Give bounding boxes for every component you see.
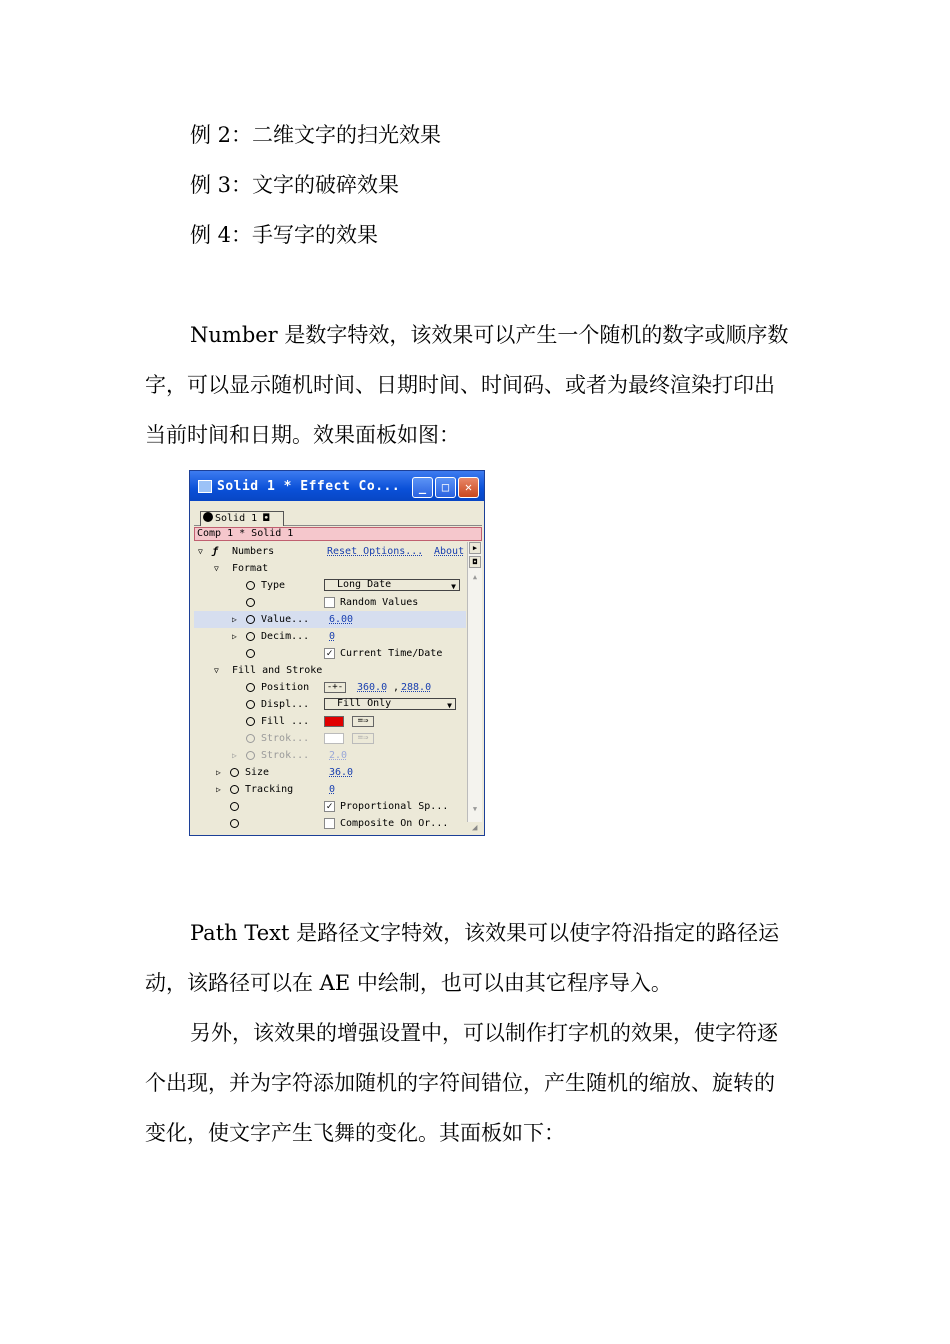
stopwatch-icon[interactable] — [230, 802, 239, 811]
stopwatch-icon[interactable] — [246, 632, 255, 641]
twirl-down-icon[interactable]: ▽ — [198, 547, 203, 556]
property-row-random-values — [194, 594, 466, 611]
twirl-down-icon[interactable]: ▽ — [214, 564, 219, 573]
stopwatch-icon[interactable] — [246, 615, 255, 624]
property-row-proportional — [194, 798, 466, 815]
decimal-label: Decim... — [261, 631, 310, 642]
proportional-checkbox[interactable]: ✓ — [324, 801, 335, 812]
panel-title: Solid 1 * Effect Co... — [217, 479, 401, 494]
comp-path: Comp 1 * Solid 1 — [194, 527, 482, 541]
tracking-field[interactable]: 0 — [329, 784, 336, 795]
random-values-label: Random Values — [340, 597, 419, 608]
reset-options-link[interactable]: Reset Options... — [327, 546, 424, 557]
property-row-fill-color — [194, 713, 466, 730]
maximize-icon: □ — [441, 480, 450, 494]
panel-title-bar[interactable] — [190, 471, 484, 501]
fill-color-label: Fill ... — [261, 716, 310, 727]
stroke-width-label: Strok... — [261, 750, 310, 761]
stroke-color-swatch[interactable] — [324, 733, 344, 744]
property-row-stroke-color — [194, 730, 466, 747]
property-row-size — [194, 764, 466, 781]
maximize-button[interactable] — [435, 477, 456, 498]
type-label: Type — [261, 580, 286, 591]
composite-checkbox[interactable] — [324, 818, 335, 829]
twirl-right-icon[interactable]: ▷ — [232, 632, 237, 641]
property-row-stroke-width — [194, 747, 466, 764]
tab-row — [194, 511, 482, 526]
path-text-line5: 变化，使文字产生飞舞的变化。其面板如下： — [145, 1121, 565, 1145]
path-text-line3: 另外，该效果的增强设置中，可以制作打字机的效果，使字符逐 — [190, 1021, 778, 1045]
path-text-line4: 个出现，并为字符添加随机的字符间错位，产生随机的缩放、旋转的 — [145, 1071, 775, 1095]
example-3: 例 3：文字的破碎效果 — [190, 173, 400, 197]
minimize-button[interactable] — [412, 477, 433, 498]
value-label: Value... — [261, 614, 310, 625]
number-intro-line1: Number 是数字特效，该效果可以产生一个随机的数字或顺序数 — [190, 323, 789, 347]
path-text-line2: 动，该路径可以在 AE 中绘制，也可以由其它程序导入。 — [145, 971, 672, 995]
property-row-type — [194, 577, 466, 594]
type-value: Long Date — [337, 579, 392, 590]
value-field[interactable]: 6.00 — [329, 614, 354, 625]
position-x-field[interactable]: 360.0 — [357, 682, 388, 693]
property-row-decimal — [194, 628, 466, 645]
format-label: Format — [232, 563, 269, 574]
current-time-label: Current Time/Date — [340, 648, 443, 659]
stopwatch-icon[interactable] — [246, 734, 255, 743]
vertical-scrollbar[interactable] — [467, 542, 482, 822]
property-row-composite — [194, 815, 466, 832]
number-intro-line2: 字，可以显示随机时间、日期时间、时间码、或者为最终渲染打印出 — [145, 373, 775, 397]
twirl-down-icon[interactable]: ▽ — [214, 666, 219, 675]
stopwatch-icon[interactable] — [230, 768, 239, 777]
options-icon[interactable]: ◘ — [469, 556, 481, 568]
position-y-field[interactable]: 288.0 — [401, 682, 432, 693]
fill-stroke-label: Fill and Stroke — [232, 665, 323, 676]
property-row-current-time — [194, 645, 466, 662]
scroll-up-icon[interactable]: ▲ — [472, 573, 478, 581]
twirl-right-icon[interactable]: ▷ — [216, 785, 221, 794]
scroll-down-icon[interactable]: ▼ — [472, 805, 478, 813]
property-row-display — [194, 696, 466, 713]
display-label: Displ... — [261, 699, 310, 710]
group-row-fill-stroke[interactable] — [194, 662, 466, 679]
fx-icon[interactable]: ƒ — [212, 546, 219, 557]
composite-label: Composite On Or... — [340, 818, 449, 829]
position-label: Position — [261, 682, 310, 693]
effect-row-numbers[interactable] — [194, 543, 466, 560]
about-link[interactable]: About — [434, 546, 465, 557]
example-4: 例 4：手写字的效果 — [190, 223, 379, 247]
chevron-down-icon: ▼ — [447, 701, 452, 710]
effect-icon — [203, 512, 213, 522]
position-separator: , — [393, 682, 400, 693]
crosshair-icon[interactable]: -+- — [324, 682, 346, 693]
size-label: Size — [245, 767, 270, 778]
number-intro-line3: 当前时间和日期。效果面板如图： — [145, 423, 460, 447]
twirl-right-icon[interactable]: ▷ — [232, 615, 237, 624]
tab-menu-icon: ◘ — [263, 513, 270, 524]
proportional-label: Proportional Sp... — [340, 801, 449, 812]
effect-name: Numbers — [232, 546, 275, 557]
type-dropdown[interactable] — [324, 579, 460, 591]
decimal-field[interactable]: 0 — [329, 631, 336, 642]
window-icon — [198, 480, 212, 493]
stroke-color-label: Strok... — [261, 733, 310, 744]
display-dropdown[interactable] — [324, 698, 456, 710]
stopwatch-icon[interactable] — [246, 649, 255, 658]
display-value: Fill Only — [337, 698, 392, 709]
property-row-value — [194, 611, 466, 628]
stopwatch-icon[interactable] — [230, 819, 239, 828]
chevron-down-icon: ▼ — [451, 582, 456, 591]
stopwatch-icon[interactable] — [246, 581, 255, 590]
stroke-width-field[interactable]: 2.0 — [329, 750, 348, 761]
group-row-format[interactable] — [194, 560, 466, 577]
twirl-right-icon[interactable]: ▷ — [216, 768, 221, 777]
property-row-position — [194, 679, 466, 696]
stopwatch-icon[interactable] — [230, 785, 239, 794]
eyedropper-icon[interactable]: =⇒ — [352, 733, 374, 744]
example-2: 例 2：二维文字的扫光效果 — [190, 123, 442, 147]
close-button[interactable] — [458, 477, 479, 498]
panel-menu-icon[interactable]: ▶ — [469, 542, 481, 554]
minimize-icon: _ — [418, 480, 427, 494]
property-row-tracking — [194, 781, 466, 798]
stopwatch-icon[interactable] — [246, 717, 255, 726]
path-text-line1: Path Text 是路径文字特效，该效果可以使字符沿指定的路径运 — [190, 921, 780, 945]
effect-controls-panel — [189, 470, 485, 836]
stopwatch-icon[interactable] — [246, 700, 255, 709]
twirl-right-icon[interactable]: ▷ — [232, 751, 237, 760]
close-icon: ✕ — [464, 480, 473, 494]
stopwatch-icon[interactable] — [246, 598, 255, 607]
tracking-label: Tracking — [245, 784, 294, 795]
size-field[interactable]: 36.0 — [329, 767, 354, 778]
stopwatch-icon[interactable] — [246, 751, 255, 760]
eyedropper-icon[interactable]: =⇒ — [352, 716, 374, 727]
resize-grip-icon[interactable]: ◢ — [472, 823, 478, 833]
stopwatch-icon[interactable] — [246, 683, 255, 692]
tab-solid-1[interactable] — [200, 511, 284, 526]
random-values-checkbox[interactable] — [324, 597, 335, 608]
fill-color-swatch[interactable] — [324, 716, 344, 727]
tab-label: Solid 1 — [215, 513, 258, 524]
current-time-checkbox[interactable]: ✓ — [324, 648, 335, 659]
